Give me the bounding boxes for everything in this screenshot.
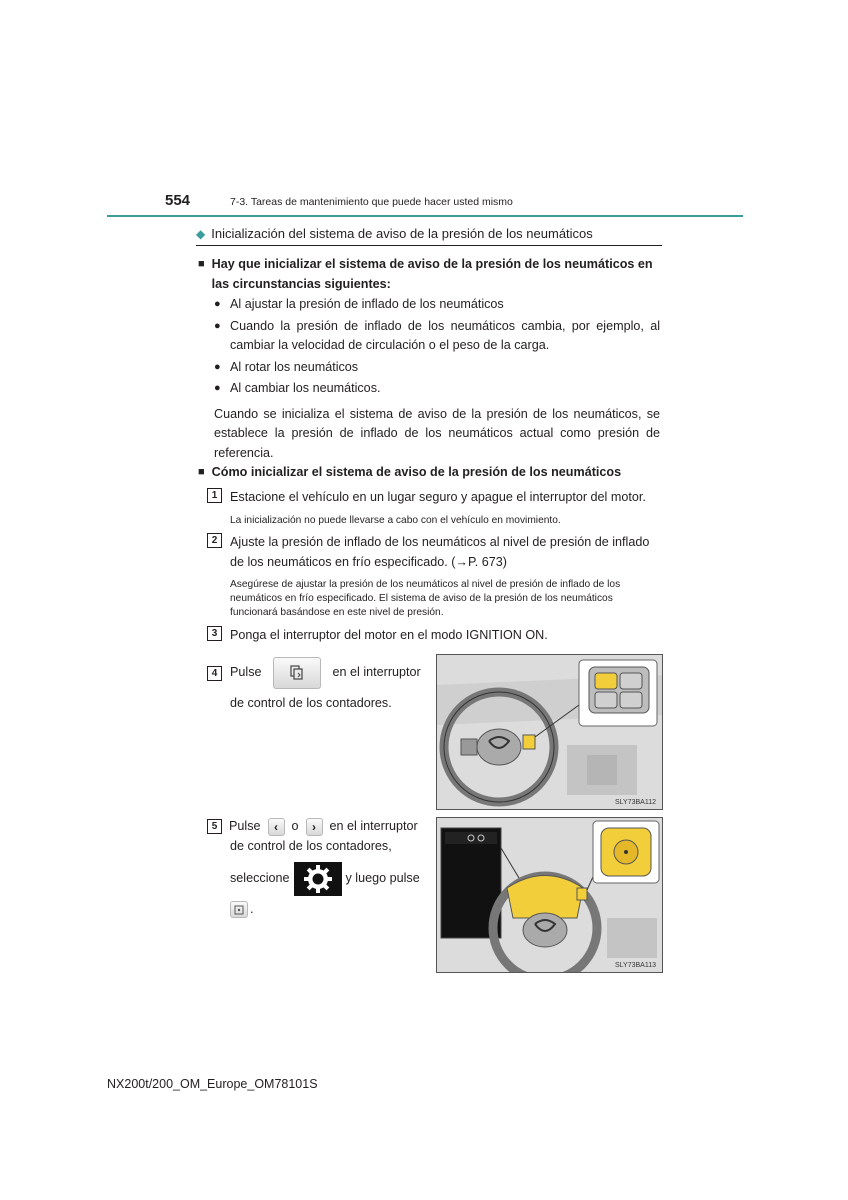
bullet-icon: ●: [214, 298, 221, 310]
step-text: o: [291, 819, 299, 833]
list-item: [214, 358, 660, 378]
step-text: .: [250, 902, 254, 916]
bullet-icon: ●: [214, 319, 221, 332]
when-heading-text: Hay que inicializar el sistema de aviso de la presión de los neumáticos en las circunstancias siguientes:: [211, 257, 653, 291]
reference-paragraph: Cuando se inicializa el sistema de aviso de la presión de los neumáticos, se establece la presión de inflado de los neumáticos actual como presión de referencia.: [214, 406, 660, 460]
step-text: Estacione el vehículo en un lugar seguro y apague el interruptor del motor.: [230, 490, 646, 504]
step-text: Pulse: [230, 665, 262, 680]
step-2: [207, 533, 659, 620]
list-item-text: Cuando la presión de inflado de los neumáticos cambia, por ejemplo, al cambiar la velocidad de circulación o el peso de la carga.: [230, 318, 660, 352]
list-item: [214, 295, 660, 315]
step-5: [207, 817, 429, 920]
bullet-icon: ●: [214, 360, 221, 373]
how-heading-text: Cómo inicializar el sistema de aviso de la presión de los neumáticos: [211, 465, 622, 479]
step-text: de control de los contadores.: [230, 696, 392, 710]
chevron-right-icon: ›: [306, 818, 323, 836]
header-divider: [107, 215, 743, 217]
when-heading: [198, 255, 660, 294]
step-1: [207, 488, 659, 528]
square-bullet-icon: ■: [198, 466, 205, 478]
step-note: La inicialización no puede llevarse a cabo con el vehículo en movimiento.: [230, 514, 561, 526]
list-item-text: Al ajustar la presión de inflado de los neumáticos: [230, 297, 504, 311]
chevron-left-icon: ‹: [268, 818, 285, 836]
step-text: Pulse: [229, 819, 261, 833]
display-icon: [289, 665, 305, 681]
when-block: [198, 255, 660, 463]
step-number: 1: [207, 488, 222, 503]
page-number: 554: [165, 192, 191, 209]
settings-gear-icon: [294, 862, 342, 896]
figure-code: SLY73BA113: [615, 962, 656, 969]
section-heading: [196, 226, 593, 241]
how-heading: [198, 463, 621, 483]
list-item: [214, 317, 660, 356]
chapter-title: 7-3. Tareas de mantenimiento que puede hacer usted mismo: [230, 196, 513, 208]
step-text: en el interruptor: [332, 665, 421, 680]
display-button-image: [273, 657, 321, 689]
step-note: Asegúrese de ajustar la presión de los neumáticos al nivel de presión de inflado de los neumáticos en frío especificado. El sistema de aviso de la presión de los neumáticos funcionará basándose en este nivel de presión.: [230, 579, 621, 618]
diamond-icon: ◆: [196, 226, 206, 241]
list-item-text: Al cambiar los neumáticos.: [230, 381, 381, 395]
step-3: [207, 626, 659, 646]
square-bullet-icon: ■: [198, 258, 205, 270]
enter-button-icon: [230, 901, 248, 918]
figure-code: SLY73BA112: [615, 799, 656, 806]
step-number: 5: [207, 819, 222, 834]
list-item-text: Al rotar los neumáticos: [230, 359, 359, 374]
step-text: en el interruptor: [329, 819, 418, 833]
section-title: Inicialización del sistema de aviso de la presión de los neumáticos: [211, 226, 593, 241]
list-item: [214, 379, 660, 399]
step-number: 2: [207, 533, 222, 548]
step-number: 3: [207, 626, 222, 641]
step-text: Ponga el interruptor del motor en el modo IGNITION ON.: [230, 628, 548, 642]
step-text: y luego pulse: [345, 871, 420, 886]
step-text: de control de los contadores,: [230, 838, 392, 853]
steering-wheel-figure-1: [436, 654, 663, 810]
section-divider: [196, 245, 662, 246]
document-id: NX200t/200_OM_Europe_OM78101S: [107, 1077, 318, 1091]
step-number: 4: [207, 666, 222, 681]
step-4: [207, 657, 429, 714]
step-text: Ajuste la presión de inflado de los neumáticos al nivel de presión de inflado de los neumáticos en frío especificado. (→P. 673): [230, 535, 650, 569]
bullet-icon: ●: [214, 382, 221, 394]
steering-wheel-figure-2: [436, 817, 663, 973]
step-text: seleccione: [230, 871, 290, 886]
